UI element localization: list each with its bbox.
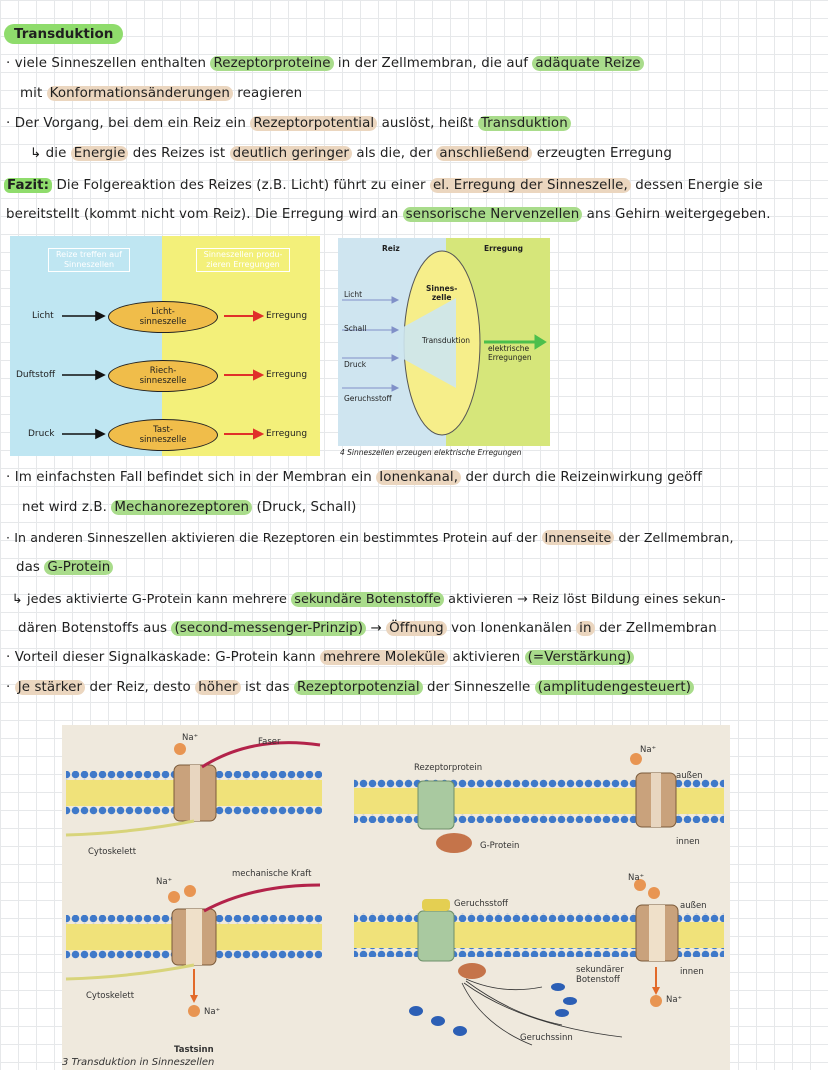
label-sodium: Na⁺ — [628, 873, 645, 883]
label-second-messenger: sekundärer Botenstoff — [576, 965, 624, 985]
figure-sensory-cell-transduction — [338, 238, 550, 460]
note-line-14: · Je stärker der Reiz, desto höher ist das Rezeptorpotenzial der Sinneszelle (amplitudengesteuert) — [6, 680, 694, 695]
ion-channel-open — [172, 909, 216, 965]
figure1-header-left: Reize treffen auf Sinneszellen — [48, 248, 130, 272]
black-arrow-head — [96, 371, 104, 379]
label-fiber: Faser — [258, 737, 281, 747]
g-protein — [436, 833, 472, 853]
stimulus-label: Licht — [344, 290, 363, 299]
note-line-7: · Im einfachsten Fall befindet sich in der Membran ein Ionenkanal, der durch die Reizeinwirkung geöff — [6, 470, 703, 485]
label-outside: außen — [680, 901, 707, 911]
label-odorant: Geruchsstoff — [454, 899, 509, 909]
label-sodium: Na⁺ — [666, 995, 683, 1005]
output-label: Erregung — [266, 370, 308, 380]
cell-ellipse: Tast- sinneszelle — [108, 419, 218, 451]
label-sodium: Na⁺ — [182, 733, 199, 743]
cell-ellipse: Licht- sinneszelle — [108, 301, 218, 333]
red-arrow-head — [254, 312, 262, 320]
figure1-header-right: Sinneszellen produ-zieren Erregungen — [196, 248, 290, 272]
figure3-caption: 3 Transduktion in Sinneszellen — [62, 1057, 215, 1068]
ion-channel-open — [636, 905, 678, 961]
figure2-header-left: Reiz — [382, 244, 400, 253]
stimulus-label: Schall — [344, 324, 367, 333]
stimulus-label: Licht — [32, 311, 54, 321]
label-inside: innen — [676, 837, 700, 847]
output-label: Erregung — [266, 311, 308, 321]
label-cytoskeleton: Cytoskelett — [88, 847, 137, 857]
figure2-cell-label: Sinnes- zelle — [426, 284, 458, 302]
black-arrow-head — [96, 312, 104, 320]
cell-ellipse: Riech- sinneszelle — [108, 360, 218, 392]
label-mechanical-force: mechanische Kraft — [232, 869, 312, 879]
page-title: Transduktion — [4, 24, 123, 44]
label-inside: innen — [680, 967, 704, 977]
label-touch-sense: Tastsinn — [174, 1045, 214, 1055]
black-arrow-head — [96, 430, 104, 438]
cytoskeleton — [66, 965, 194, 979]
red-arrow-head — [254, 371, 262, 379]
figure3-graphic — [62, 725, 730, 1070]
figure2-output-label: elektrische Erregungen — [488, 344, 532, 362]
label-sodium: Na⁺ — [640, 745, 657, 755]
sodium-ion — [174, 743, 186, 755]
note-line-3: · Der Vorgang, bei dem ein Reiz ein Rezeptorpotential auslöst, heißt Transduktion — [6, 116, 571, 131]
note-line-10: das G-Protein — [16, 560, 113, 575]
label-receptor-protein: Rezeptorprotein — [414, 763, 483, 773]
label-smell-sense: Geruchssinn — [520, 1033, 573, 1043]
label-sodium: Na⁺ — [156, 877, 173, 887]
note-line-8: net wird z.B. Mechanorezeptoren (Druck, Schall) — [22, 500, 357, 515]
figure2-process-label: Transduktion — [422, 336, 471, 345]
figure2-caption: 4 Sinneszellen erzeugen elektrische Erregungen — [340, 448, 522, 457]
note-line-6: bereitstellt (kommt nicht vom Reiz). Die Erregung wird an sensorische Nervenzellen ans Gehirn weitergegeben. — [6, 207, 771, 222]
stimulus-label: Druck — [344, 360, 367, 369]
figure2-header-right: Erregung — [484, 244, 524, 253]
note-line-9: · In anderen Sinneszellen aktivieren die Rezeptoren ein bestimmtes Protein auf der Innenseite der Zellmembran, — [6, 530, 734, 545]
note-line-4: ↳ die Energie des Reizes ist deutlich geringer als die, der anschließend erzeugten Erregung — [30, 146, 672, 161]
ion-channel-closed — [174, 765, 216, 821]
label-sodium: Na⁺ — [204, 1007, 221, 1017]
label-cytoskeleton: Cytoskelett — [86, 991, 135, 1001]
output-label: Erregung — [266, 429, 308, 439]
second-messengers — [409, 983, 577, 1036]
note-line-11: ↳ jedes aktivierte G-Protein kann mehrere sekundäre Botenstoffe aktivieren → Reiz löst Bildung eines sekun- — [12, 592, 726, 607]
label-outside: außen — [676, 771, 703, 781]
fiber — [204, 885, 320, 911]
odorant — [422, 899, 450, 911]
figure-stimulus-to-excitation — [10, 236, 320, 456]
stimulus-label: Duftstoff — [16, 370, 56, 380]
note-line-2: mit Konformationsänderungen reagieren — [20, 86, 303, 101]
note-line-1: · viele Sinneszellen enthalten Rezeptorproteine in der Zellmembran, die auf adäquate Reize — [6, 56, 644, 71]
stimulus-label: Geruchsstoff — [344, 394, 392, 403]
figure1-arrows — [10, 236, 320, 456]
note-line-13: · Vorteil dieser Signalkaskade: G-Protein kann mehrere Moleküle aktivieren (=Verstärkung) — [6, 650, 634, 665]
cytoskeleton — [66, 821, 194, 835]
receptor-protein — [418, 781, 454, 829]
figure-transduction-in-sensory-cells — [62, 725, 730, 1070]
label-g-protein: G-Protein — [480, 841, 520, 851]
ion-channel-closed — [636, 773, 676, 827]
note-line-12: dären Botenstoffs aus (second-messenger-Prinzip) → Öffnung von Ionenkanälen in der Zellmembran — [18, 621, 717, 636]
stimulus-label: Druck — [28, 429, 55, 439]
red-arrow-head — [254, 430, 262, 438]
note-line-5: Fazit: Die Folgereaktion des Reizes (z.B. Licht) führt zu einer el. Erregung der Sinneszelle, dessen Energie sie — [4, 178, 763, 193]
